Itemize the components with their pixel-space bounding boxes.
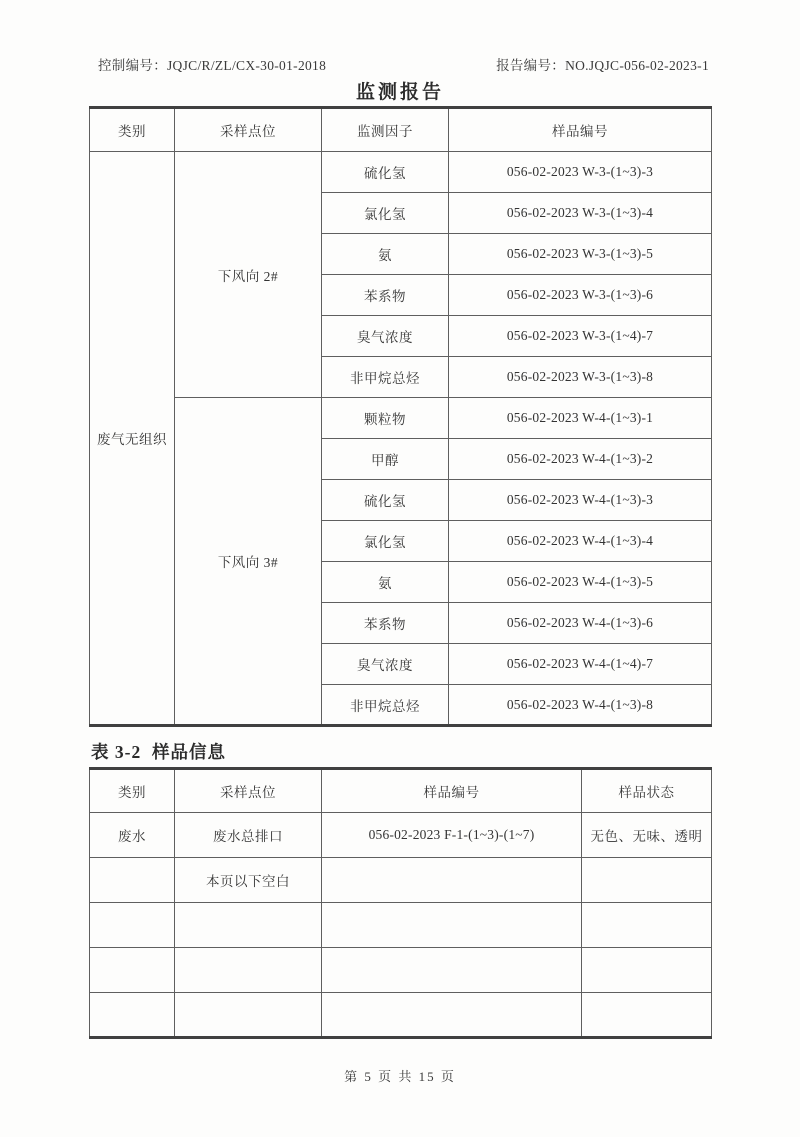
category-cell: [90, 948, 175, 993]
header-cell-point: 采样点位: [175, 769, 322, 813]
sample-state-cell: [582, 858, 712, 903]
sampling-point-cell: 本页以下空白: [175, 858, 322, 903]
sampling-point-cell: [175, 903, 322, 948]
category-cell: [90, 993, 175, 1038]
report-number: [496, 54, 709, 74]
header-cell-sample-id: 样品编号: [449, 108, 712, 152]
factor-cell: 氯化氢: [322, 521, 449, 562]
sample-id-cell: 056-02-2023 W-4-(1~3)-1: [449, 398, 712, 439]
category-cell: [90, 858, 175, 903]
sample-id-cell: 056-02-2023 W-4-(1~3)-4: [449, 521, 712, 562]
header-cell-state: 样品状态: [582, 769, 712, 813]
sample-info-table: [89, 767, 712, 1039]
factor-cell: 非甲烷总烃: [322, 357, 449, 398]
sampling-point-cell: 下风向 3#: [175, 398, 322, 726]
sample-id-cell: 056-02-2023 F-1-(1~3)-(1~7): [322, 813, 582, 858]
sample-state-cell: [582, 993, 712, 1038]
table-row: [90, 858, 712, 903]
sample-id-cell: 056-02-2023 W-4-(1~3)-3: [449, 480, 712, 521]
factor-cell: 甲醇: [322, 439, 449, 480]
sample-state-cell: [582, 948, 712, 993]
factor-cell: 氨: [322, 234, 449, 275]
sampling-point-cell: 废水总排口: [175, 813, 322, 858]
sample-id-cell: 056-02-2023 W-3-(1~4)-7: [449, 316, 712, 357]
report-number-label: 报告编号：: [496, 58, 566, 73]
table-row: [90, 903, 712, 948]
factor-cell: 臭气浓度: [322, 644, 449, 685]
table-row: [90, 993, 712, 1038]
sample-id-cell: 056-02-2023 W-4-(1~3)-6: [449, 603, 712, 644]
category-cell: [90, 903, 175, 948]
report-page: [89, 0, 711, 1085]
page-number: 第 5 页 共 15 页: [344, 1069, 456, 1084]
sampling-point-cell: 下风向 2#: [175, 152, 322, 398]
control-number-label: 控制编号：: [98, 58, 167, 73]
table-row: [90, 398, 712, 439]
sampling-point-cell: [175, 993, 322, 1038]
factor-cell: 颗粒物: [322, 398, 449, 439]
sample-id-cell: 056-02-2023 W-3-(1~3)-5: [449, 234, 712, 275]
sample-id-cell: 056-02-2023 W-3-(1~3)-8: [449, 357, 712, 398]
sample-id-cell: [322, 858, 582, 903]
factor-cell: 苯系物: [322, 603, 449, 644]
control-number: [98, 54, 326, 74]
factor-cell: 非甲烷总烃: [322, 685, 449, 726]
sample-id-cell: [322, 903, 582, 948]
header-cell-factor: 监测因子: [322, 108, 449, 152]
category-cell: 废气无组织: [90, 152, 175, 726]
sample-id-cell: [322, 948, 582, 993]
factor-cell: 硫化氢: [322, 152, 449, 193]
table-row: [90, 948, 712, 993]
report-number-value: NO.JQJC-056-02-2023-1: [565, 58, 709, 73]
category-cell: 废水: [90, 813, 175, 858]
factor-cell: 苯系物: [322, 275, 449, 316]
factor-cell: 臭气浓度: [322, 316, 449, 357]
control-number-value: JQJC/R/ZL/CX-30-01-2018: [167, 58, 327, 73]
factor-cell: 氨: [322, 562, 449, 603]
factor-cell: 硫化氢: [322, 480, 449, 521]
table2-title: 表 3-2 样品信息: [91, 742, 226, 762]
sample-id-cell: 056-02-2023 W-4-(1~4)-7: [449, 644, 712, 685]
table-row: [90, 813, 712, 858]
sample-id-cell: 056-02-2023 W-4-(1~3)-5: [449, 562, 712, 603]
sample-id-cell: 056-02-2023 W-3-(1~3)-3: [449, 152, 712, 193]
sample-id-cell: 056-02-2023 W-3-(1~3)-6: [449, 275, 712, 316]
report-title: 监测报告: [355, 82, 444, 103]
sample-id-cell: 056-02-2023 W-4-(1~3)-2: [449, 439, 712, 480]
sampling-point-cell: [175, 948, 322, 993]
factor-cell: 氯化氢: [322, 193, 449, 234]
sample-id-cell: 056-02-2023 W-4-(1~3)-8: [449, 685, 712, 726]
header-cell-category: 类别: [90, 108, 175, 152]
table-header-row: [90, 108, 712, 152]
header-cell-sample-id: 样品编号: [322, 769, 582, 813]
document-header: [89, 0, 711, 74]
table-row: [90, 152, 712, 193]
sample-state-cell: [582, 903, 712, 948]
table-header-row: [90, 769, 712, 813]
header-cell-category: 类别: [90, 769, 175, 813]
sample-id-cell: [322, 993, 582, 1038]
sample-id-cell: 056-02-2023 W-3-(1~3)-4: [449, 193, 712, 234]
monitoring-sample-table: [89, 106, 712, 727]
sample-state-cell: 无色、无味、透明: [582, 813, 712, 858]
header-cell-point: 采样点位: [175, 108, 322, 152]
